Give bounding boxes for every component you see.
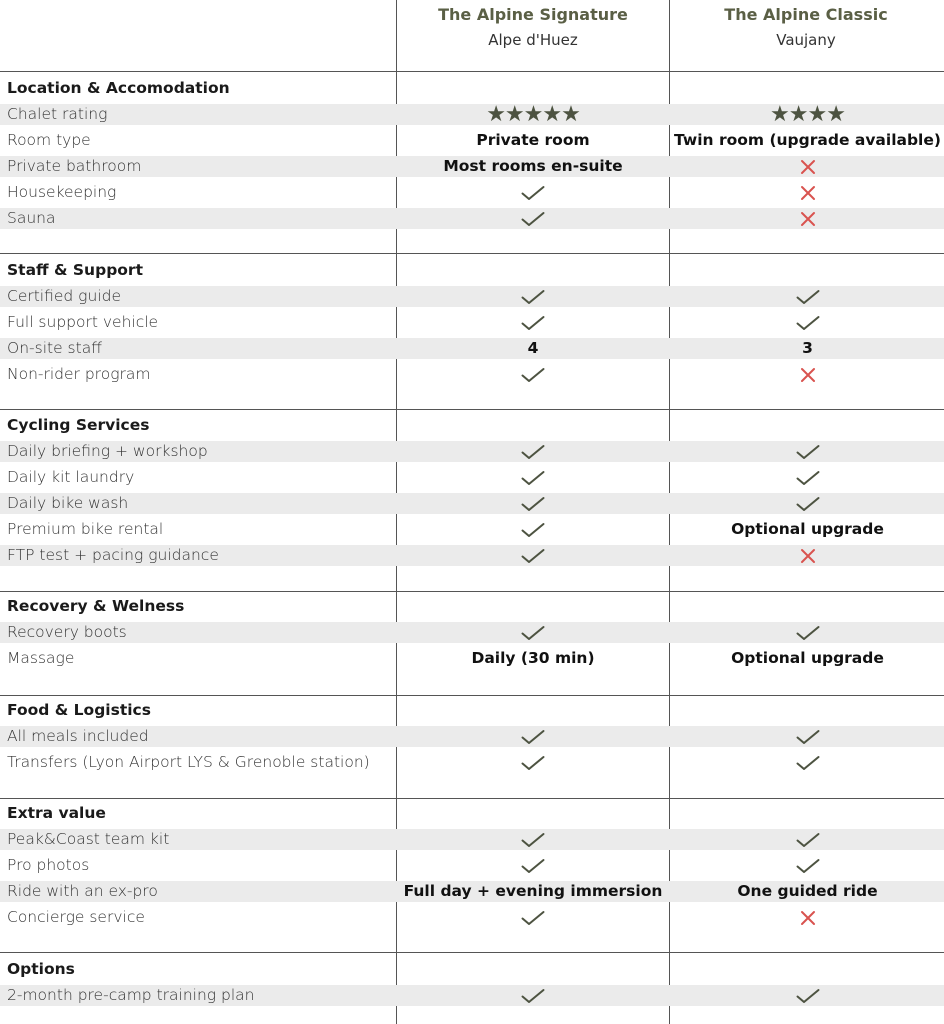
table-row xyxy=(0,338,944,359)
check-icon xyxy=(796,832,820,848)
row-label: Private bathroom xyxy=(7,157,142,175)
included-cell xyxy=(397,855,669,876)
included-cell xyxy=(671,312,944,333)
table-row xyxy=(0,130,944,151)
check-icon xyxy=(521,548,545,564)
column-subtitle: Alpe d'Huez xyxy=(488,31,578,49)
included-cell xyxy=(671,286,944,307)
table-row xyxy=(0,156,944,177)
section-title: Food & Logistics xyxy=(7,701,151,719)
check-icon xyxy=(796,755,820,771)
check-icon xyxy=(521,211,545,227)
value-text: Optional upgrade xyxy=(731,649,884,667)
section-divider xyxy=(0,409,944,410)
check-icon xyxy=(796,496,820,512)
included-cell xyxy=(671,622,944,643)
not-included-cell xyxy=(671,545,944,566)
included-cell xyxy=(397,312,669,333)
check-icon xyxy=(521,315,545,331)
included-cell xyxy=(671,855,944,876)
section-header xyxy=(0,959,944,980)
section-header xyxy=(0,596,944,617)
not-included-cell xyxy=(671,156,944,177)
table-row xyxy=(0,286,944,307)
check-icon xyxy=(796,625,820,641)
value-text: One guided ride xyxy=(737,882,878,900)
check-icon xyxy=(521,367,545,383)
star-rating xyxy=(671,104,944,125)
row-label: Certified guide xyxy=(7,287,121,305)
table-row xyxy=(0,829,944,850)
check-icon xyxy=(521,729,545,745)
row-label: Daily briefing + workshop xyxy=(7,442,208,460)
table-row xyxy=(0,855,944,876)
check-icon xyxy=(796,858,820,874)
table-row xyxy=(0,441,944,462)
table-row xyxy=(0,364,944,385)
section-title: Staff & Support xyxy=(7,261,143,279)
row-label: Peak&Coast team kit xyxy=(7,830,170,848)
included-cell xyxy=(397,907,669,928)
not-included-cell xyxy=(671,364,944,385)
row-label: 2-month pre-camp training plan xyxy=(7,986,255,1004)
row-label: FTP test + pacing guidance xyxy=(7,546,219,564)
table-row xyxy=(0,208,944,229)
row-label: Premium bike rental xyxy=(7,520,164,538)
row-label: On-site staff xyxy=(7,339,102,357)
included-cell xyxy=(397,545,669,566)
cross-icon xyxy=(800,185,816,201)
included-cell xyxy=(397,493,669,514)
section-divider xyxy=(0,798,944,799)
section-divider xyxy=(0,71,944,72)
check-icon xyxy=(521,185,545,201)
check-icon xyxy=(521,832,545,848)
check-icon xyxy=(521,289,545,305)
check-icon xyxy=(521,755,545,771)
included-cell xyxy=(671,726,944,747)
value-text: Daily (30 min) xyxy=(471,649,595,667)
included-cell xyxy=(397,622,669,643)
value-text: 3 xyxy=(802,339,813,357)
cross-icon xyxy=(800,159,816,175)
row-label: Pro photos xyxy=(7,856,90,874)
value-text: Twin room (upgrade available) xyxy=(674,131,941,149)
check-icon xyxy=(521,858,545,874)
cross-icon xyxy=(800,548,816,564)
section-header xyxy=(0,78,944,99)
included-cell xyxy=(397,441,669,462)
cross-icon xyxy=(800,367,816,383)
section-divider xyxy=(0,952,944,953)
table-row xyxy=(0,985,944,1006)
check-icon xyxy=(796,315,820,331)
row-label: Transfers (Lyon Airport LYS & Grenoble station) xyxy=(7,753,370,771)
cross-icon xyxy=(800,910,816,926)
row-label: Room type xyxy=(7,131,91,149)
check-icon xyxy=(521,988,545,1004)
included-cell xyxy=(671,441,944,462)
column-title: The Alpine Signature xyxy=(438,5,628,24)
star-icons: ★★★★★ xyxy=(486,102,580,127)
included-cell xyxy=(397,182,669,203)
row-label: Chalet rating xyxy=(7,105,108,123)
row-label: Ride with an ex-pro xyxy=(7,882,158,900)
row-label: Recovery boots xyxy=(7,623,127,641)
section-header xyxy=(0,700,944,721)
table-row xyxy=(0,622,944,643)
row-label: Full support vehicle xyxy=(7,313,159,331)
section-divider xyxy=(0,591,944,592)
table-row xyxy=(0,467,944,488)
included-cell xyxy=(671,985,944,1006)
not-included-cell xyxy=(671,208,944,229)
check-icon xyxy=(521,496,545,512)
included-cell xyxy=(397,726,669,747)
included-cell xyxy=(397,752,669,773)
table-row xyxy=(0,312,944,333)
row-label: Concierge service xyxy=(7,908,145,926)
check-icon xyxy=(796,988,820,1004)
column-title: The Alpine Classic xyxy=(724,5,888,24)
value-text: Optional upgrade xyxy=(731,520,884,538)
row-label: Daily bike wash xyxy=(7,494,129,512)
included-cell xyxy=(397,519,669,540)
row-label: Non-rider program xyxy=(7,365,151,383)
star-rating xyxy=(397,104,669,125)
cross-icon xyxy=(800,211,816,227)
not-included-cell xyxy=(671,907,944,928)
table-row xyxy=(0,726,944,747)
table-row xyxy=(0,881,944,902)
included-cell xyxy=(397,364,669,385)
included-cell xyxy=(671,493,944,514)
section-divider xyxy=(0,695,944,696)
check-icon xyxy=(521,910,545,926)
table-row xyxy=(0,493,944,514)
section-header xyxy=(0,803,944,824)
row-label: Massage xyxy=(7,649,75,667)
table-row xyxy=(0,104,944,125)
value-text: Full day + evening immersion xyxy=(403,882,663,900)
table-row xyxy=(0,519,944,540)
value-text: Most rooms en-suite xyxy=(443,157,623,175)
check-icon xyxy=(521,470,545,486)
section-title: Cycling Services xyxy=(7,416,150,434)
included-cell xyxy=(397,467,669,488)
table-row xyxy=(0,648,944,669)
section-title: Location & Accomodation xyxy=(7,79,230,97)
table-row xyxy=(0,182,944,203)
section-divider xyxy=(0,253,944,254)
included-cell xyxy=(397,829,669,850)
table-row xyxy=(0,545,944,566)
included-cell xyxy=(671,829,944,850)
section-title: Extra value xyxy=(7,804,106,822)
row-label: All meals included xyxy=(7,727,149,745)
not-included-cell xyxy=(671,182,944,203)
included-cell xyxy=(397,208,669,229)
table-row xyxy=(0,907,944,928)
included-cell xyxy=(671,752,944,773)
check-icon xyxy=(521,444,545,460)
included-cell xyxy=(397,985,669,1006)
value-text: Private room xyxy=(476,131,590,149)
value-text: 4 xyxy=(527,339,539,357)
included-cell xyxy=(397,286,669,307)
table-row xyxy=(0,752,944,773)
section-title: Recovery & Welness xyxy=(7,597,185,615)
check-icon xyxy=(521,625,545,641)
section-header xyxy=(0,415,944,436)
check-icon xyxy=(796,444,820,460)
star-icons: ★★★★ xyxy=(770,102,845,127)
check-icon xyxy=(796,289,820,305)
row-label: Daily kit laundry xyxy=(7,468,135,486)
row-label: Housekeeping xyxy=(7,183,117,201)
check-icon xyxy=(796,729,820,745)
check-icon xyxy=(796,470,820,486)
included-cell xyxy=(671,467,944,488)
column-subtitle: Vaujany xyxy=(776,31,836,49)
section-title: Options xyxy=(7,960,75,978)
section-header xyxy=(0,260,944,281)
check-icon xyxy=(521,522,545,538)
row-label: Sauna xyxy=(7,209,56,227)
